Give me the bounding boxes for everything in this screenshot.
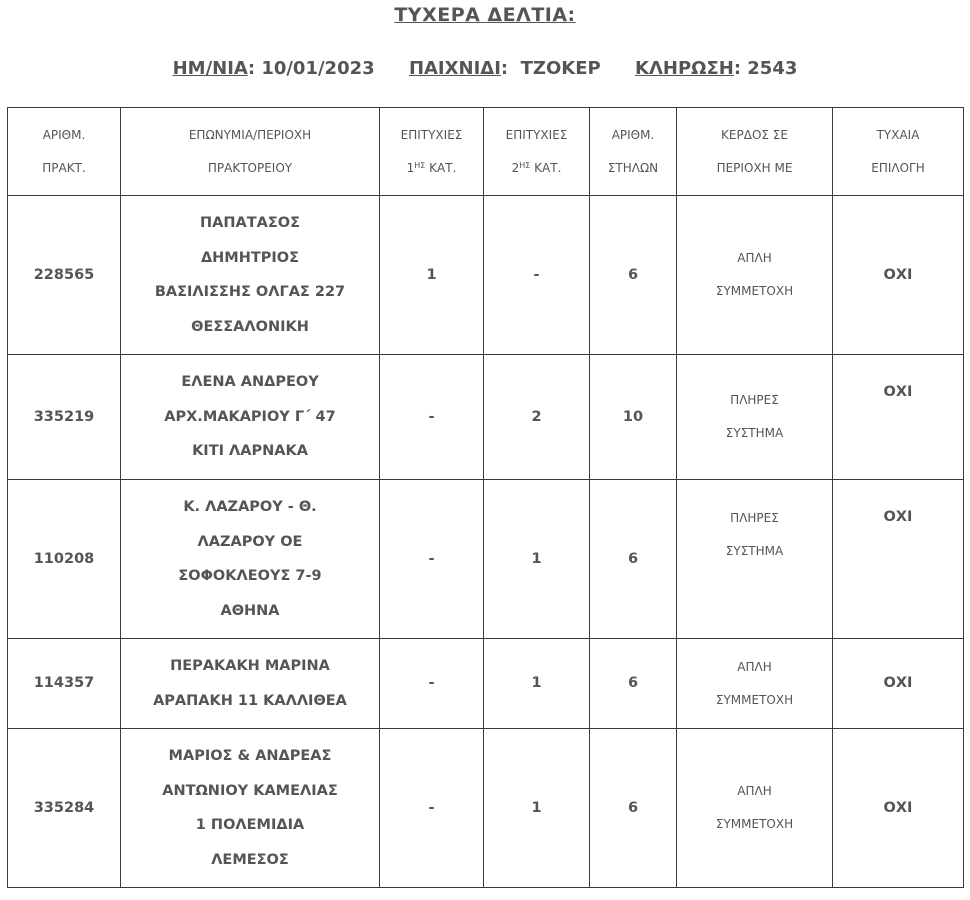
random-pick-cell: ΟΧΙ <box>833 480 964 639</box>
win-type-cell: ΑΠΛΗ ΣΥΜΜΕΤΟΧΗ <box>677 729 833 888</box>
wins-category-1-cell: - <box>380 355 484 480</box>
draw-label: ΚΛΗΡΩΣΗ <box>635 58 734 79</box>
columns-cell: 6 <box>590 729 677 888</box>
wins-category-2-cell: 2 <box>484 355 590 480</box>
wins-category-2-cell: 1 <box>484 729 590 888</box>
random-pick-cell: ΟΧΙ <box>833 639 964 729</box>
random-pick-cell: ΟΧΙ <box>833 196 964 355</box>
page-title: ΤΥΧΕΡΑ ΔΕΛΤΙΑ: <box>394 4 576 26</box>
lucky-tickets-table <box>7 107 964 888</box>
draw-number-info: ΚΛΗΡΩΣΗ: 2543 <box>635 58 798 79</box>
draw-value: 2543 <box>747 58 798 79</box>
header-random-pick: ΤΥΧΑΙΑ ΕΠΙΛΟΓΗ <box>833 108 964 196</box>
agent-name-cell: ΠΑΠΑΤΑΣΟΣ ΔΗΜΗΤΡΙΟΣ ΒΑΣΙΛΙΣΣΗΣ ΟΛΓΑΣ 227 ΘΕΣΣΑΛΟΝΙΚΗ <box>121 196 380 355</box>
agent-number-cell: 335219 <box>8 355 121 480</box>
agent-name-cell: ΜΑΡΙΟΣ & ΑΝΔΡΕΑΣ ΑΝΤΩΝΙΟΥ ΚΑΜΕΛΙΑΣ 1 ΠΟΛΕΜΙΔΙΑ ΛΕΜΕΣΟΣ <box>121 729 380 888</box>
columns-cell: 6 <box>590 480 677 639</box>
agent-name-cell: Κ. ΛΑΖΑΡΟΥ - Θ. ΛΑΖΑΡΟΥ ΟΕ ΣΟΦΟΚΛΕΟΥΣ 7-9 ΑΘΗΝΑ <box>121 480 380 639</box>
agent-name-cell: ΕΛΕΝΑ ΑΝΔΡΕΟΥ ΑΡΧ.ΜΑΚΑΡΙΟΥ Γ΄ 47 ΚΙΤΙ ΛΑΡΝΑΚΑ <box>121 355 380 480</box>
draw-info <box>0 58 970 79</box>
wins-category-1-cell: - <box>380 480 484 639</box>
agent-number-cell: 114357 <box>8 639 121 729</box>
random-pick-cell: ΟΧΙ <box>833 355 964 480</box>
wins-category-2-cell: 1 <box>484 639 590 729</box>
agent-name-cell: ΠΕΡΑΚΑΚΗ ΜΑΡΙΝΑ ΑΡΑΠΑΚΗ 11 ΚΑΛΛΙΘΕΑ <box>121 639 380 729</box>
wins-category-2-cell: - <box>484 196 590 355</box>
table-row <box>8 729 964 888</box>
win-type-cell: ΑΠΛΗ ΣΥΜΜΕΤΟΧΗ <box>677 639 833 729</box>
win-type-cell: ΠΛΗΡΕΣ ΣΥΣΤΗΜΑ <box>677 480 833 639</box>
date-info: ΗΜ/ΝΙΑ: 10/01/2023 <box>172 58 375 79</box>
wins-category-2-cell: 1 <box>484 480 590 639</box>
columns-cell: 6 <box>590 639 677 729</box>
table-row <box>8 355 964 480</box>
table-row <box>8 639 964 729</box>
columns-cell: 6 <box>590 196 677 355</box>
agent-number-cell: 335284 <box>8 729 121 888</box>
date-label: ΗΜ/ΝΙΑ <box>172 58 248 79</box>
header-win-type: ΚΕΡΔΟΣ ΣΕ ΠΕΡΙΟΧΗ ΜΕ <box>677 108 833 196</box>
win-type-cell: ΑΠΛΗ ΣΥΜΜΕΤΟΧΗ <box>677 196 833 355</box>
game-label: ΠΑΙΧΝΙΔΙ <box>408 58 501 79</box>
wins-category-1-cell: - <box>380 729 484 888</box>
header-columns: ΑΡΙΘΜ. ΣΤΗΛΩΝ <box>590 108 677 196</box>
header-wins-category-2: ΕΠΙΤΥΧΙΕΣ $2^{H\Sigma}$ ΚΑΤ. <box>484 108 590 196</box>
header-agent-name: ΕΠΩΝΥΜΙΑ/ΠΕΡΙΟΧΗ ΠΡΑΚΤΟΡΕΙΟΥ <box>121 108 380 196</box>
header-wins-category-1: ΕΠΙΤΥΧΙΕΣ $1^{H\Sigma}$ ΚΑΤ. <box>380 108 484 196</box>
wins-category-1-cell: - <box>380 639 484 729</box>
columns-cell: 10 <box>590 355 677 480</box>
table-row <box>8 480 964 639</box>
header-agent-no: ΑΡΙΘΜ. ΠΡΑΚΤ. <box>8 108 121 196</box>
win-type-cell: ΠΛΗΡΕΣ ΣΥΣΤΗΜΑ <box>677 355 833 480</box>
random-pick-cell: ΟΧΙ <box>833 729 964 888</box>
date-value: 10/01/2023 <box>261 58 375 79</box>
agent-number-cell: 110208 <box>8 480 121 639</box>
game-value: ΤΖΟΚΕΡ <box>520 58 601 79</box>
game-info: ΠΑΙΧΝΙΔΙ: ΤΖΟΚΕΡ <box>408 58 601 79</box>
agent-number-cell: 228565 <box>8 196 121 355</box>
table-row <box>8 196 964 355</box>
wins-category-1-cell: 1 <box>380 196 484 355</box>
table-header-row <box>8 108 964 196</box>
